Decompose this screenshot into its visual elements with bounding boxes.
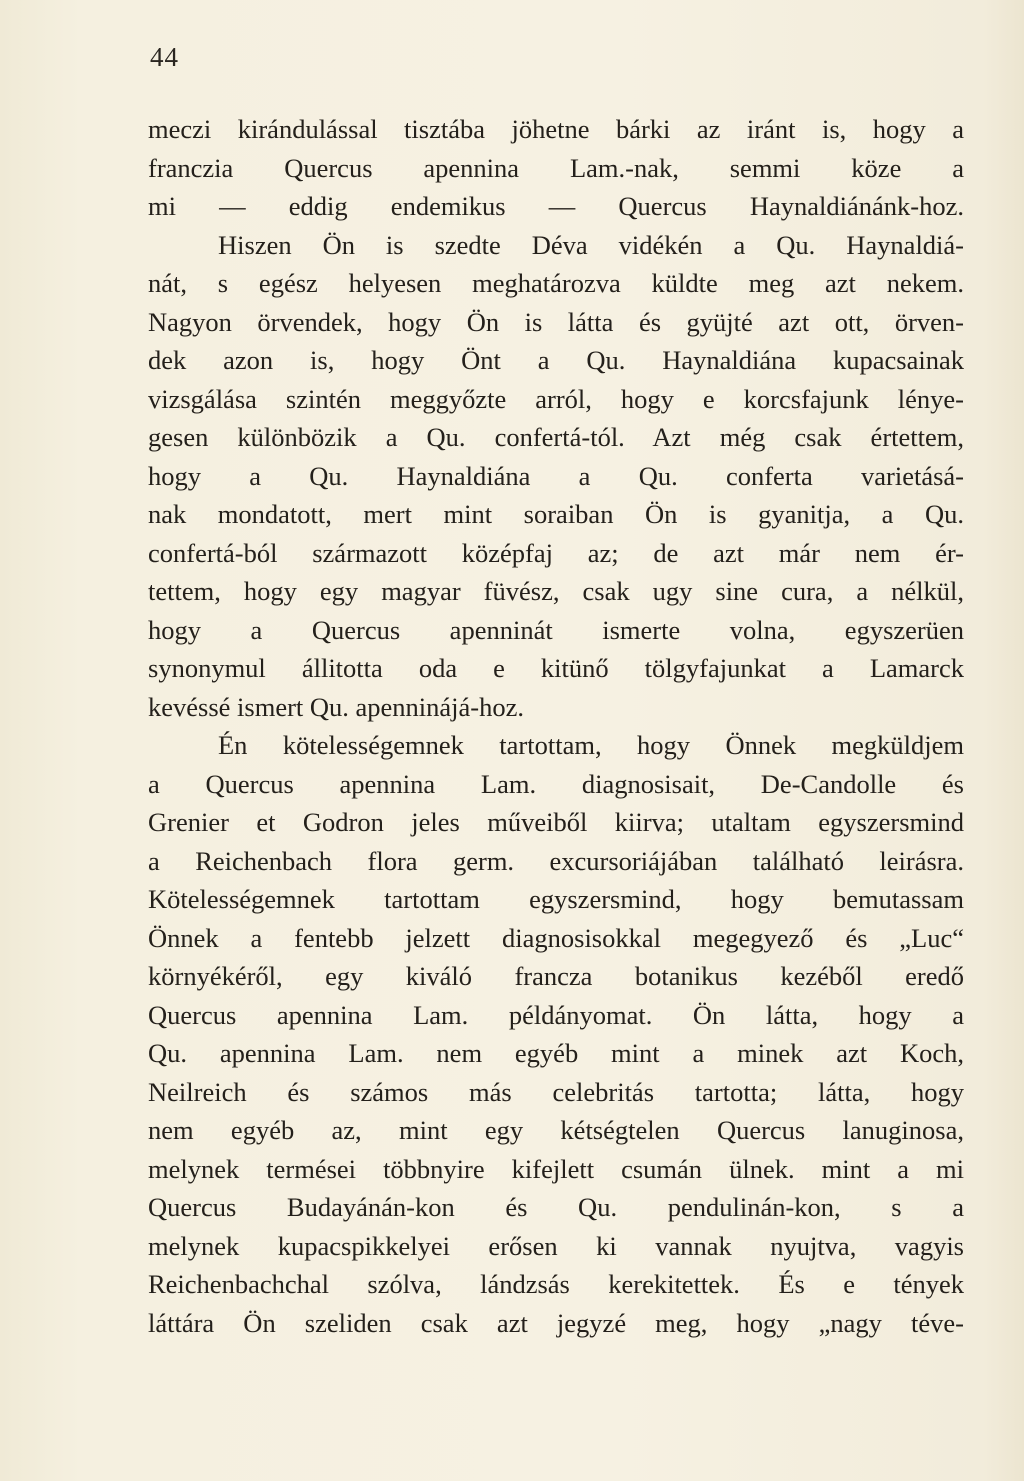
body-text <box>148 110 964 1342</box>
text-line: Nagyon örvendek, hogy Ön is látta és gyüjté azt ott, örven- <box>148 306 964 337</box>
text-line: láttára Ön szeliden csak azt jegyzé meg, hogy „nagy téve- <box>148 1307 964 1338</box>
text-line: Hiszen Ön is szedte Déva vidékén a Qu. Haynaldiá- <box>218 229 964 260</box>
text-line: hogy a Qu. Haynaldiána a Qu. conferta varietásá- <box>148 460 964 491</box>
text-line: Reichenbachchal szólva, lándzsás kerekitettek. És e tények <box>148 1269 964 1299</box>
text-line: melynek termései többnyire kifejlett csumán ülnek. mint a mi <box>148 1153 964 1184</box>
text-line: hogy a Quercus apenninát ismerte volna, egyszerüen <box>148 614 964 645</box>
text-line: synonymul állitotta oda e kitünő tölgyfajunkat a Lamarck <box>148 653 964 683</box>
text-line: Qu. apennina Lam. nem egyéb mint a minek azt Koch, <box>148 1038 964 1068</box>
text-line: környékéről, egy kiváló francza botanikus kezéből eredő <box>148 961 964 991</box>
text-line: confertá-ból származott középfaj az; de azt már nem ér- <box>148 537 964 568</box>
text-line: Önnek a fentebb jelzett diagnosisokkal megegyező és „Luc“ <box>148 922 964 953</box>
text-line: a Reichenbach flora germ. excursoriájában található leirásra. <box>148 845 964 876</box>
text-line: dek azon is, hogy Önt a Qu. Haynaldiána kupacsainak <box>148 345 964 375</box>
text-line: franczia Quercus apennina Lam.-nak, semmi köze a <box>148 152 964 183</box>
text-line: meczi kirándulással tisztába jöhetne bárki az iránt is, hogy a <box>148 114 964 144</box>
text-line: Én kötelességemnek tartottam, hogy Önnek megküldjem <box>218 730 964 760</box>
text-line: a Quercus apennina Lam. diagnosisait, De-Candolle és <box>148 768 964 799</box>
text-line: Quercus Budayánán-kon és Qu. pendulinán-kon, s a <box>148 1192 964 1222</box>
text-line: Quercus apennina Lam. példányomat. Ön látta, hogy a <box>148 999 964 1030</box>
text-line: kevéssé ismert Qu. apenninájá-hoz. <box>148 691 525 722</box>
text-line: Kötelességemnek tartottam egyszersmind, hogy bemutassam <box>148 884 964 914</box>
text-line: gesen különbözik a Qu. confertá-tól. Azt még csak értettem, <box>148 422 964 452</box>
text-line: Grenier et Godron jeles műveiből kiirva; utaltam egyszersmind <box>148 807 964 837</box>
page-number: 44 <box>150 42 179 72</box>
text-line: vizsgálása szintén meggyőzte arról, hogy e korcsfajunk lénye- <box>148 383 964 414</box>
text-line: melynek kupacspikkelyei erősen ki vannak nyujtva, vagyis <box>148 1230 964 1261</box>
text-line: nát, s egész helyesen meghatározva küldte meg azt nekem. <box>148 268 964 298</box>
text-line: mi — eddig endemikus — Quercus Haynaldiánánk-hoz. <box>148 191 964 221</box>
text-line: tettem, hogy egy magyar füvész, csak ugy sine cura, a nélkül, <box>148 576 964 606</box>
text-line: nem egyéb az, mint egy kétségtelen Quercus lanuginosa, <box>148 1115 964 1145</box>
text-line: nak mondatott, mert mint soraiban Ön is gyanitja, a Qu. <box>148 499 964 529</box>
text-line: Neilreich és számos más celebritás tartotta; látta, hogy <box>148 1076 964 1107</box>
